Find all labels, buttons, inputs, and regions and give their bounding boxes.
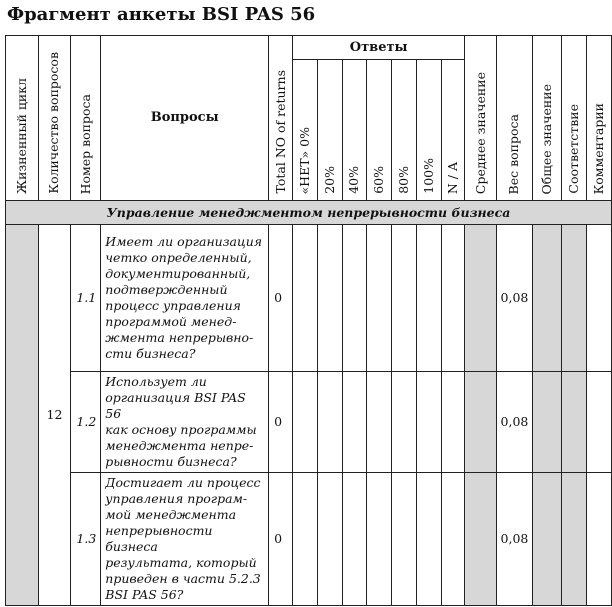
header-weight: Вес вопроса <box>497 36 533 201</box>
question-text: Достигает ли процесс управления програм- мой менеджмента непрерывности бизнеса результата, который приведен в части 5.2.3 BSI PAS 56? <box>101 473 269 606</box>
question-number: 1.2 <box>71 372 101 473</box>
answer-cell <box>416 225 441 372</box>
header-question-count: Количество вопросов <box>38 36 71 201</box>
question-number: 1.3 <box>71 473 101 606</box>
header-questions: Вопросы <box>101 36 269 201</box>
header-answer-40: 40% <box>342 60 367 201</box>
comments-cell <box>587 225 612 372</box>
answer-cell <box>416 372 441 473</box>
overall-cell <box>532 372 561 473</box>
answer-cell <box>317 372 342 473</box>
weight-value: 0,08 <box>497 225 533 372</box>
lifecycle-cell <box>6 225 39 606</box>
answer-cell <box>292 372 317 473</box>
header-total-returns: Total NO of returns <box>269 36 293 201</box>
overall-cell <box>532 225 561 372</box>
answer-cell <box>342 372 367 473</box>
header-answers: Ответы <box>292 36 464 60</box>
answer-cell <box>317 225 342 372</box>
header-compliance: Соответствие <box>561 36 587 201</box>
weight-value: 0,08 <box>497 473 533 606</box>
answer-cell <box>317 473 342 606</box>
header-answer-80: 80% <box>392 60 417 201</box>
answer-cell <box>392 225 417 372</box>
compliance-cell <box>561 225 587 372</box>
average-cell <box>465 372 497 473</box>
answer-cell <box>416 473 441 606</box>
answer-cell <box>441 473 465 606</box>
comments-cell <box>587 372 612 473</box>
weight-value: 0,08 <box>497 372 533 473</box>
header-lifecycle: Жизненный цикл <box>6 36 39 201</box>
answer-cell <box>441 372 465 473</box>
question-number: 1.1 <box>71 225 101 372</box>
answer-cell <box>367 372 392 473</box>
answer-cell <box>367 473 392 606</box>
average-cell <box>465 473 497 606</box>
total-returns-value: 0 <box>269 473 293 606</box>
answer-cell <box>367 225 392 372</box>
section-title: Управление менеджментом непрерывности бизнеса <box>6 201 612 225</box>
total-returns-value: 0 <box>269 372 293 473</box>
document-title: Фрагмент анкеты BSI PAS 56 <box>7 4 316 25</box>
header-answer-na: N / A <box>441 60 465 201</box>
header-answer-100: 100% <box>416 60 441 201</box>
answer-cell <box>342 473 367 606</box>
header-comments: Комментарии <box>587 36 612 201</box>
question-count-value: 12 <box>38 225 71 606</box>
comments-cell <box>587 473 612 606</box>
answer-cell <box>441 225 465 372</box>
average-cell <box>465 225 497 372</box>
question-text: Использует ли организация BSI PAS 56 как основу программы менеджмента непре- рывности бизнеса? <box>101 372 269 473</box>
answer-cell <box>392 473 417 606</box>
total-returns-value: 0 <box>269 225 293 372</box>
overall-cell <box>532 473 561 606</box>
header-overall: Общее значение <box>532 36 561 201</box>
answer-cell <box>342 225 367 372</box>
answer-cell <box>292 473 317 606</box>
compliance-cell <box>561 372 587 473</box>
header-question-number: Номер вопроса <box>71 36 101 201</box>
compliance-cell <box>561 473 587 606</box>
header-average: Среднее значение <box>465 36 497 201</box>
questionnaire-table <box>5 35 612 606</box>
answer-cell <box>392 372 417 473</box>
header-answer-no: «НЕТ» 0% <box>292 60 317 201</box>
header-answer-60: 60% <box>367 60 392 201</box>
answer-cell <box>292 225 317 372</box>
question-text: Имеет ли организация четко определенный, документированный, подтвержденный процесс управления программой менед- жмента непрерывно- сти бизнеса? <box>101 225 269 372</box>
header-answer-20: 20% <box>317 60 342 201</box>
